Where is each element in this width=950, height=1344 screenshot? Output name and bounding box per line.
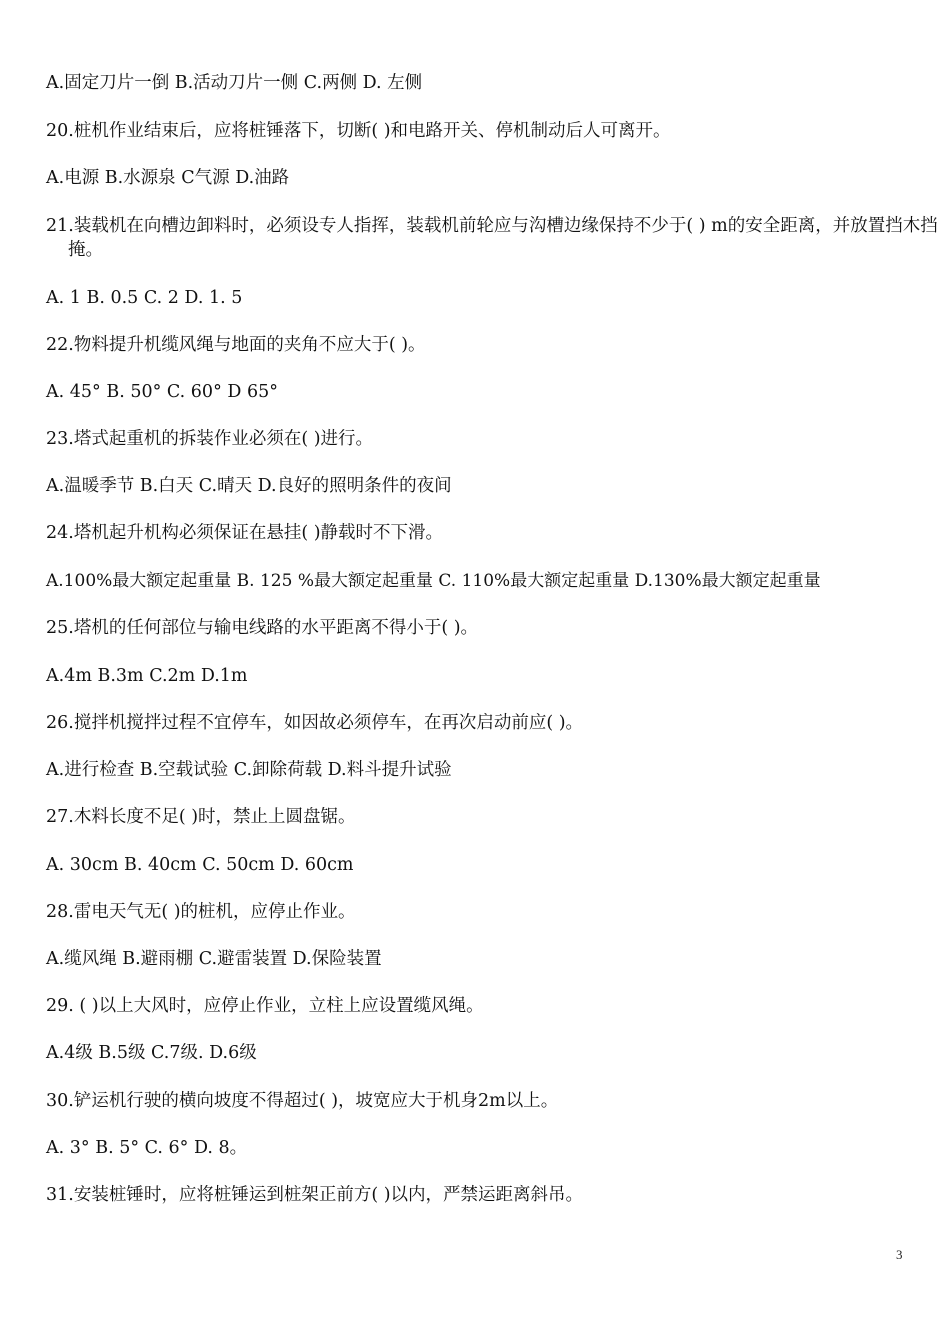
option-line-27: A. 30cm B. 40cm C. 50cm D. 60cm bbox=[46, 855, 354, 875]
option-line-22: A. 45° B. 50° C. 60° D 65° bbox=[46, 382, 278, 402]
option-line-24: A.100%最大额定起重量 B. 125 %最大额定起重量 C. 110%最大额定起重量 D.130%最大额定起重量 bbox=[46, 571, 821, 591]
question-26: 26.搅拌机搅拌过程不宜停车，如因故必须停车，在再次启动前应( )。 bbox=[46, 713, 584, 733]
option-line-21: A. 1 B. 0.5 C. 2 D. 1. 5 bbox=[46, 288, 243, 308]
question-30: 30.铲运机行驶的横向坡度不得超过( )，坡宽应大于机身2m以上。 bbox=[46, 1091, 559, 1111]
option-line-30: A. 3° B. 5° C. 6° D. 8。 bbox=[46, 1138, 248, 1158]
question-25: 25.塔机的任何部位与输电线路的水平距离不得小于( )。 bbox=[46, 618, 479, 638]
option-line-23: A.温暖季节 B.白天 C.晴天 D.良好的照明条件的夜间 bbox=[46, 476, 452, 496]
question-29: 29. ( )以上大风时，应停止作业，立柱上应设置缆风绳。 bbox=[46, 996, 484, 1016]
question-24: 24.塔机起升机构必须保证在悬挂( )静载时不下滑。 bbox=[46, 523, 444, 543]
option-line-25: A.4m B.3m C.2m D.1m bbox=[46, 666, 248, 686]
question-20: 20.桩机作业结束后，应将桩锤落下，切断( )和电路开关、停机制动后人可离开。 bbox=[46, 121, 671, 141]
question-31: 31.安装桩锤时，应将桩锤运到桩架正前方( )以内，严禁运距离斜吊。 bbox=[46, 1185, 584, 1205]
option-line-29: A.4级 B.5级 C.7级. D.6级 bbox=[46, 1043, 257, 1063]
page-number: 3 bbox=[896, 1247, 903, 1262]
question-27: 27.木料长度不足( )时，禁止上圆盘锯。 bbox=[46, 807, 356, 827]
option-line-20: A.电源 B.水源泉 C气源 D.油路 bbox=[46, 168, 290, 188]
question-23: 23.塔式起重机的拆装作业必须在( )进行。 bbox=[46, 429, 374, 449]
option-line-19: A.固定刀片一倒 B.活动刀片一侧 C.两侧 D. 左侧 bbox=[46, 73, 423, 93]
option-line-28: A.缆风绳 B.避雨棚 C.避雷装置 D.保险装置 bbox=[46, 949, 382, 969]
option-line-26: A.进行检查 B.空载试验 C.卸除荷载 D.料斗提升试验 bbox=[46, 760, 452, 780]
question-28: 28.雷电天气无( )的桩机，应停止作业。 bbox=[46, 902, 356, 922]
question-22: 22.物料提升机缆风绳与地面的夹角不应大于( )。 bbox=[46, 335, 426, 355]
question-21: 21.装载机在向槽边卸料时，必须设专人指挥，装载机前轮应与沟槽边缘保持不少于( ) m的安全距离，并放置挡木挡掩。 bbox=[46, 216, 938, 260]
